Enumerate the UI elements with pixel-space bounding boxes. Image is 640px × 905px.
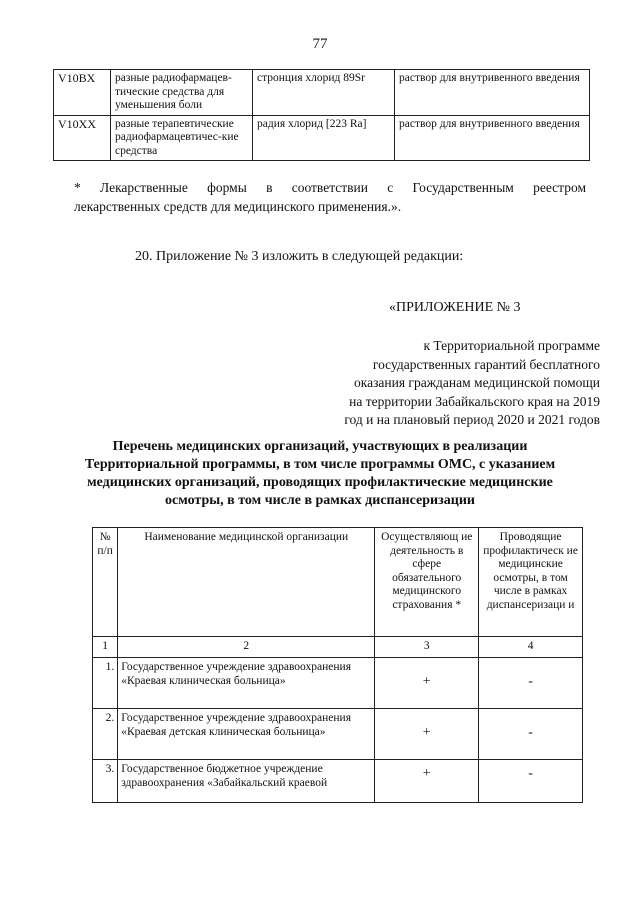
drug-table bbox=[53, 69, 590, 161]
table-row bbox=[54, 115, 590, 161]
org-name: Государственное учреждение здравоохранения «Краевая детская клиническая больница» bbox=[118, 709, 375, 760]
footnote-line-2: лекарственных средств для медицинского применения.». bbox=[74, 199, 402, 214]
header-oms: Осуществляющ ие деятельность в сфере обязательного медицинского страхования * bbox=[375, 528, 479, 637]
table-row bbox=[93, 760, 583, 803]
appendix-subtitle-line: к Территориальной программе bbox=[423, 338, 600, 353]
oms-mark: + bbox=[422, 766, 431, 781]
org-name: Государственное учреждение здравоохранения «Краевая клиническая больница» bbox=[118, 658, 375, 709]
header-num: № п/п bbox=[93, 528, 118, 637]
appendix-subtitle-line: оказания гражданам медицинской помощи bbox=[353, 375, 600, 390]
col-number: 3 bbox=[375, 637, 479, 658]
oms-cell bbox=[375, 760, 479, 803]
row-num: 1. bbox=[93, 658, 118, 709]
oms-cell bbox=[375, 709, 479, 760]
column-number-row bbox=[93, 637, 583, 658]
header-name: Наименование медицинской организации bbox=[118, 528, 375, 637]
oms-mark: + bbox=[422, 674, 431, 689]
col-number: 2 bbox=[118, 637, 375, 658]
drug-substance: радия хлорид [223 Ra] bbox=[253, 115, 395, 161]
prof-mark: - bbox=[528, 674, 533, 689]
list-title-line: медицинских организаций, проводящих профилактические медицинские bbox=[87, 475, 553, 490]
table-row bbox=[93, 658, 583, 709]
atc-code: V10BX bbox=[54, 70, 111, 116]
appendix-subtitle-line: год и на плановый период 2020 и 2021 годов bbox=[344, 412, 600, 427]
appendix-subtitle-line: государственных гарантий бесплатного bbox=[372, 356, 600, 372]
list-title-line: Перечень медицинских организаций, участвующих в реализации bbox=[112, 439, 528, 454]
drug-form: раствор для внутривенного введения bbox=[395, 115, 590, 161]
atc-code: V10XX bbox=[54, 115, 111, 161]
prof-cell bbox=[479, 658, 583, 709]
organizations-table bbox=[92, 527, 583, 803]
header-prof: Проводящие профилактическ ие медицинские осмотры, в том числе в рамках диспансеризаци и bbox=[479, 528, 583, 637]
row-num: 2. bbox=[93, 709, 118, 760]
table-row bbox=[93, 709, 583, 760]
list-title-line: осмотры, в том числе в рамках диспансеризации bbox=[165, 493, 475, 508]
list-title bbox=[60, 438, 580, 510]
row-num: 3. bbox=[93, 760, 118, 803]
page-number: 77 bbox=[312, 36, 328, 52]
col-number: 4 bbox=[479, 637, 583, 658]
drug-group: разные терапевтические радиофармацевтичес-кие средства bbox=[111, 115, 253, 161]
org-name: Государственное бюджетное учреждение здравоохранения «Забайкальский краевой bbox=[118, 760, 375, 803]
appendix-subtitle bbox=[300, 337, 600, 430]
prof-mark: - bbox=[528, 725, 533, 740]
appendix-title: «ПРИЛОЖЕНИЕ № 3 bbox=[389, 300, 521, 315]
col-number: 1 bbox=[93, 637, 118, 658]
table-row bbox=[54, 70, 590, 116]
oms-cell bbox=[375, 658, 479, 709]
oms-mark: + bbox=[422, 725, 431, 740]
prof-cell bbox=[479, 709, 583, 760]
paragraph-20: 20. Приложение № 3 изложить в следующей редакции: bbox=[135, 249, 464, 264]
footnote-line-1: * Лекарственные формы в соответствии с Государственным реестром bbox=[74, 180, 586, 195]
drug-form: раствор для внутривенного введения bbox=[395, 70, 590, 116]
prof-cell bbox=[479, 760, 583, 803]
drug-substance: стронция хлорид 89Sr bbox=[253, 70, 395, 116]
list-title-line: Территориальной программы, в том числе программы ОМС, с указанием bbox=[84, 457, 556, 472]
prof-mark: - bbox=[528, 766, 533, 781]
header-row bbox=[93, 528, 583, 637]
drug-group: разные радиофармацев-тические средства для уменьшения боли bbox=[111, 70, 253, 116]
appendix-subtitle-line: на территории Забайкальского края на 2019 bbox=[349, 393, 600, 409]
